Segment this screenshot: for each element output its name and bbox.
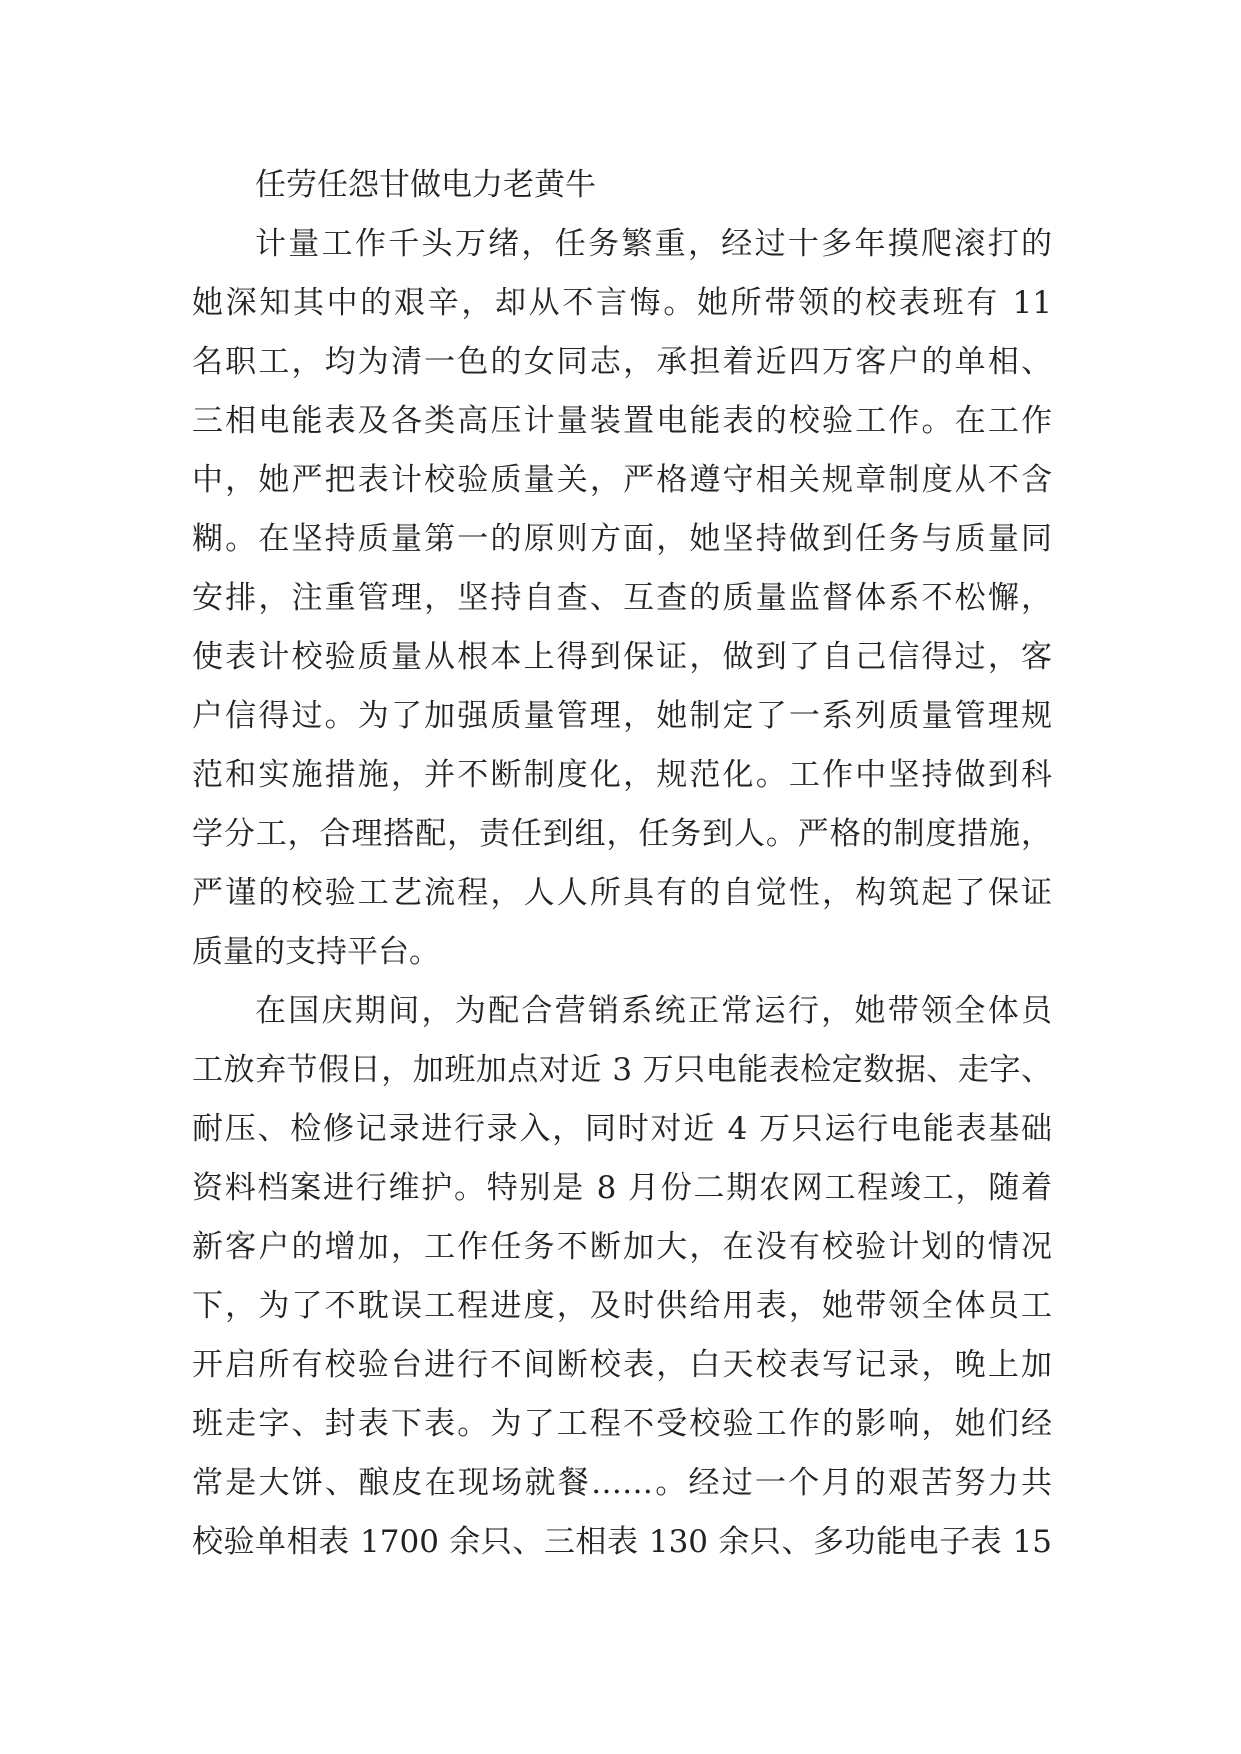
paragraph-line: 在国庆期间，为配合营销系统正常运行，她带领全体员	[255, 993, 1052, 1029]
paragraph-line: 新客户的增加，工作任务不断加大，在没有校验计划的情况	[192, 1229, 1052, 1265]
paragraph-line: 常是大饼、酿皮在现场就餐……。经过一个月的艰苦努力共	[192, 1465, 1052, 1501]
paragraph-line: 班走字、封表下表。为了工程不受校验工作的影响，她们经	[192, 1406, 1052, 1442]
paragraph-1	[192, 215, 1052, 982]
paragraph-line: 质量的支持平台。	[192, 934, 440, 970]
paragraph-line: 她深知其中的艰辛，却从不言悔。她所带领的校表班有 11	[192, 285, 1052, 321]
paragraph-line: 资料档案进行维护。特别是 8 月份二期农网工程竣工，随着	[192, 1170, 1052, 1206]
paragraph-line: 名职工，均为清一色的女同志，承担着近四万客户的单相、	[192, 344, 1052, 380]
paragraph-line: 户信得过。为了加强质量管理，她制定了一系列质量管理规	[192, 698, 1052, 734]
paragraph-line: 严谨的校验工艺流程，人人所具有的自觉性，构筑起了保证	[192, 875, 1052, 911]
paragraph-line: 下，为了不耽误工程进度，及时供给用表，她带领全体员工	[192, 1288, 1052, 1324]
paragraph-2	[192, 982, 1052, 1572]
paragraph-line: 计量工作千头万绪，任务繁重，经过十多年摸爬滚打的	[255, 226, 1052, 262]
paragraph-line: 三相电能表及各类高压计量装置电能表的校验工作。在工作	[192, 403, 1052, 439]
paragraph-line: 耐压、检修记录进行录入，同时对近 4 万只运行电能表基础	[192, 1111, 1052, 1147]
paragraph-line: 开启所有校验台进行不间断校表，白天校表写记录，晚上加	[192, 1347, 1052, 1383]
paragraph-line: 安排，注重管理，坚持自查、互查的质量监督体系不松懈，	[192, 580, 1052, 616]
paragraph-line: 糊。在坚持质量第一的原则方面，她坚持做到任务与质量同	[192, 521, 1052, 557]
paragraph-line: 校验单相表 1700 余只、三相表 130 余只、多功能电子表 15	[192, 1524, 1052, 1560]
paragraph-line: 范和实施措施，并不断制度化，规范化。工作中坚持做到科	[192, 757, 1052, 793]
document-body	[192, 156, 1052, 1572]
paragraph-line: 工放弃节假日，加班加点对近 3 万只电能表检定数据、走字、	[192, 1052, 1052, 1088]
paragraph-line: 学分工，合理搭配，责任到组，任务到人。严格的制度措施，	[192, 816, 1052, 852]
paragraph-line: 中，她严把表计校验质量关，严格遵守相关规章制度从不含	[192, 462, 1052, 498]
paragraph-line: 使表计校验质量从根本上得到保证，做到了自己信得过，客	[192, 639, 1052, 675]
section-heading: 任劳任怨甘做电力老黄牛	[255, 167, 596, 203]
